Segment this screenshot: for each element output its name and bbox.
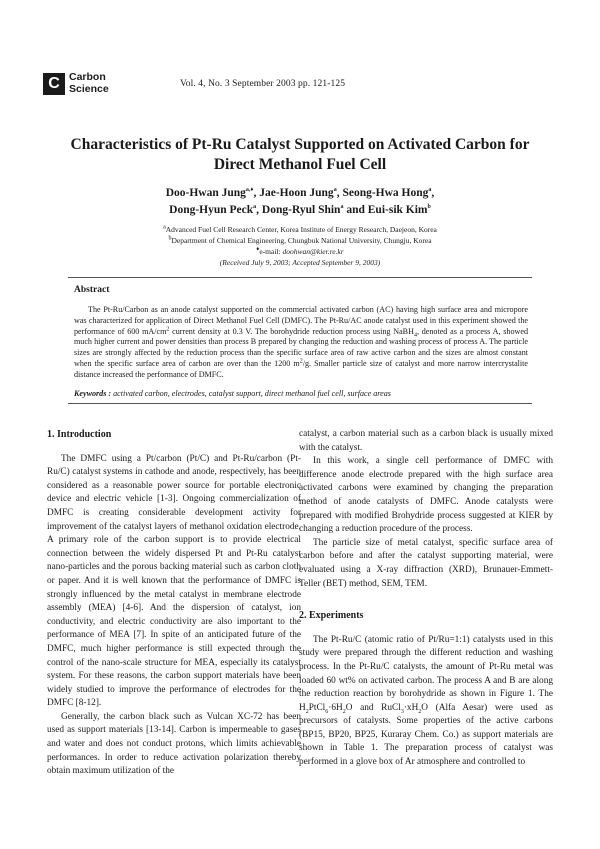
- keywords: [74, 389, 528, 398]
- paragraph: The particle size of metal catalyst, specific surface area of carbon before and after the catalyst supporting material, were evaluated using a X-ray diffraction (XRD), Brunauer-Emmett-Teller (BET) method, SEM, TEM.: [299, 537, 553, 589]
- email-address: doohwan@kier.re.kr: [282, 247, 344, 256]
- title-line1: Characteristics of Pt-Ru Catalyst Supported on Activated Carbon for: [70, 136, 530, 153]
- abstract-bottom-rule: [68, 403, 532, 404]
- keywords-text: activated carbon, electrodes, catalyst support, direct methanol fuel cell, surface areas: [113, 389, 391, 398]
- affiliations: [40, 224, 560, 268]
- author-sup: b: [427, 204, 431, 211]
- paragraph: In this work, a single cell performance of DMFC with difference anode electrode prepared with the high surface area activated carbons were examined by changing the preparation method of anode catalysts of DMFC. Anode catalysts were prepared with modified Brohydride process suggested at KIER by changing a reduction procedure of the process.: [299, 456, 553, 535]
- received-dates: (Received July 9, 2003; Accepted September 9, 2003): [219, 258, 381, 267]
- paragraph: The Pt-Ru/C (atomic ratio of Pt/Ru=1:1) catalysts used in this study were prepared through the different reduction and washing process. In the Pt-Ru/C catalysts, the amount of Pt-Ru metal was loaded 60 wt% on activated carbon. The process A and B are along the reduction reaction by borohydride as shown in Figure 1. The $H_2PtCl_6\cdot 6H_2O$ and $RuCl_3\cdot xH_2O$ (Alfa Aesar) were used as precursors of catalysts. Some properties of the active carbons (BP15, BP20, BP25, Kuraray Chem. Co.) as support materials are shown in Table 1. The preparation process of catalyst was performed in a glove box of Ar atmosphere and controlled to: [299, 634, 554, 768]
- author-sup: a: [333, 187, 337, 194]
- abstract-top-rule: [68, 277, 532, 278]
- keywords-label: Keywords :: [74, 389, 114, 398]
- author-name: Jae-Hoon Jung: [259, 187, 334, 199]
- right-column: [299, 428, 553, 770]
- author-name: Eui-sik Kim: [367, 204, 428, 216]
- diamond-icon: ♦: [256, 246, 260, 253]
- paragraph: Generally, the carbon black such as Vulcan XC-72 has been used as support materials [13-14]. Carbon is impermeable to gases and water and does not conduct protons, which limits achievable performances. In order to reduce activation polarization thereby obtain maximum utilization of the: [47, 711, 301, 777]
- author-sup: a,♦: [245, 187, 254, 194]
- section-heading-introduction: 1. Introduction: [47, 429, 112, 440]
- author-name: Doo-Hwan Jung: [165, 187, 246, 199]
- title-line2: Direct Methanol Fuel Cell: [213, 156, 387, 173]
- author-sup: a: [253, 204, 257, 211]
- author-name: Dong-Hyun Peck: [169, 204, 254, 216]
- journal-info: Vol. 4, No. 3 September 2003 pp. 121-125: [180, 79, 346, 89]
- author-name: Seong-Hwa Hong: [342, 187, 429, 199]
- author-sup: a: [340, 204, 344, 211]
- author-list: [40, 185, 560, 219]
- journal-logo: [43, 72, 109, 95]
- abstract-text: The Pt-Ru/Carbon as an anode catalyst supported on the commercial activated carbon (AC) having high surface area and micropore was characterized for application of Direct Methanol Fuel Cell (DMFC). The Pt-Ru/AC anode catalyst used in this experiment showed the performance of 600 $mA/cm^2$ current density at 0.3 V. The borohydride reduction process using NaBH$_4$, denoted as a process A, showed much higher current and power densities than process B prepared by changing the reduction and washing process of process A. The particle sizes are strongly affected by the reduction process than the specific surface area of raw active carbon and the sizes are almost constant when the specific surface area of carbon are over than the 1200 $m^2/g$. Smaller particle size of catalyst and more narrow intercrystalite distance increased the performance of DMFC.: [74, 305, 529, 379]
- author-line1: Doo-Hwan Jung$^{a,♦}$, Jae-Hoon Jung$^a$, Seong-Hwa Hong$^a$,: [165, 187, 435, 199]
- paragraph: catalyst, a carbon material such as a carbon black is usually mixed with the catalyst.: [299, 429, 553, 453]
- section-heading-experiments: 2. Experiments: [299, 610, 364, 622]
- author-line2: Dong-Hyun Peck$^a$, Dong-Ryul Shin$^a$ and Eui-sik Kim$^b$: [169, 204, 431, 216]
- affiliation-b: $^b$Department of Chemical Engineering, Chungbuk National University, Chungju, Korea: [168, 235, 432, 245]
- corresponding-email: ♦e-mail: doohwan@kier.re.kr: [256, 246, 344, 256]
- abstract-heading: Abstract: [74, 285, 110, 295]
- logo-mark: C: [43, 73, 65, 95]
- logo-line2: Science: [69, 82, 109, 95]
- logo-text: [69, 72, 109, 95]
- author-sup: a: [428, 187, 432, 194]
- paragraph: The DMFC using a Pt/carbon (Pt/C) and Pt-Ru/carbon (Pt-Ru/C) catalyst systems in cathode and anode, respectively, has been considered as a reasonable power source for portable electronic device and electric vehicle [1-3]. Ongoing commercialization of DMFC is creating considerable development activity for improvement of the catalyst layers of methanol oxidation electrode. A primary role of the carbon support is to provide electrical connection between the widely dispersed Pt and Pt-Ru catalyst nano-particles and the porous backing material such as carbon cloth or paper. And it is well known that the performance of DMFC is strongly influenced by the metal catalyst in membrane electrode assembly (MEA) [4-6]. And the dispersion of catalyst, ion conductivity, and electric conductivity are also important to the performance of MEA [7]. In spite of an anticipated future of the DMFC, much higher performance is still expected through the control of the nano-scale structure for MEA, especially its catalyst system. For these reasons, the carbon support materials have been widely studied to improve the performance of electrodes for the DMFC [8-12].: [47, 453, 301, 709]
- paper-title: [40, 135, 560, 175]
- logo-line1: Carbon: [69, 71, 106, 83]
- author-name: Dong-Ryul Shin: [261, 204, 341, 216]
- left-column: [47, 428, 301, 779]
- affiliation-a: $^a$Advanced Fuel Cell Research Center, Korea Institute of Energy Research, Daejeon, Korea: [163, 224, 437, 234]
